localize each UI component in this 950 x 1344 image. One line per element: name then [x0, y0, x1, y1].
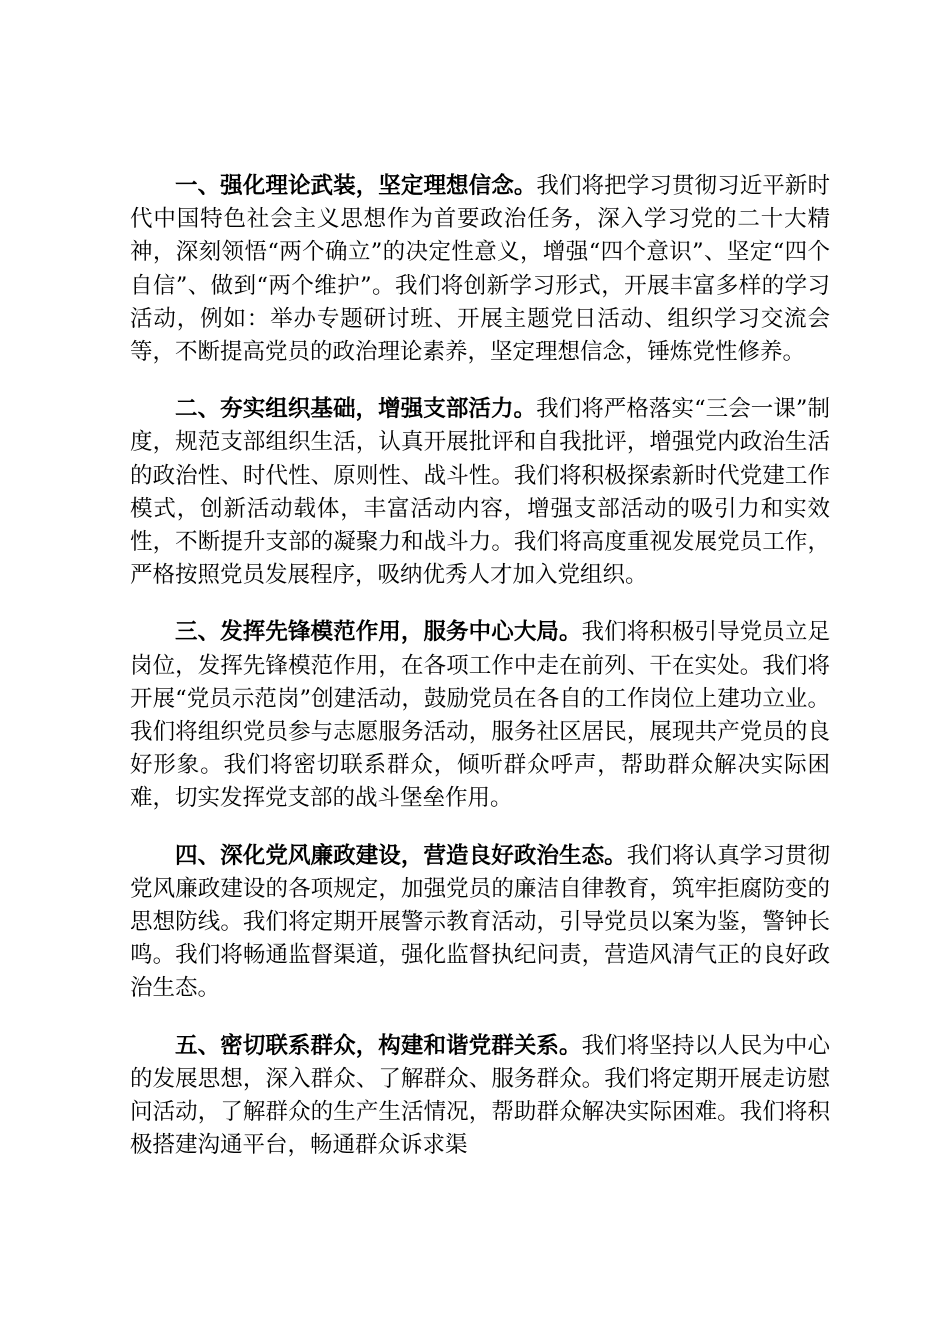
- paragraph-4-body: 我们将认真学习贯彻党风廉政建设的各项规定，加强党员的廉洁自律教育，筑牢拒腐防变的思想防线。我们将定期开展警示教育活动，引导党员以案为鉴，警钟长鸣。我们将畅通监督渠道，强化监督执纪问责，营造风清气正的良好政治生态。: [130, 842, 830, 1002]
- paragraph-5: [130, 1030, 830, 1163]
- paragraph-4-heading: 四、深化党风廉政建设，营造良好政治生态。: [175, 842, 627, 869]
- paragraph-5-heading: 五、密切联系群众，构建和谐党群关系。: [175, 1032, 582, 1059]
- paragraph-2-body: 我们将严格落实“三会一课”制度，规范支部组织生活，认真开展批评和自我批评，增强党内政治生活的政治性、时代性、原则性、战斗性。我们将积极探索新时代党建工作模式，创新活动载体，丰富活动内容，增强支部活动的吸引力和实效性，不断提升支部的凝聚力和战斗力。我们将高度重视发展党员工作，严格按照党员发展程序，吸纳优秀人才加入党组织。: [130, 396, 830, 589]
- paragraph-4: [130, 840, 830, 1006]
- paragraph-1-body: 我们将把学习贯彻习近平新时代中国特色社会主义思想作为首要政治任务，深入学习党的二十大精神，深刻领悟“两个确立”的决定性意义，增强“四个意识”、坚定“四个自信”、做到“两个维护”。我们将创新学习形式，开展丰富多样的学习活动，例如：举办专题研讨班、开展主题党日活动、组织学习交流会等，不断提高党员的政治理论素养，坚定理想信念，锤炼党性修养。: [130, 173, 830, 366]
- paragraph-3-heading: 三、发挥先锋模范作用，服务中心大局。: [175, 619, 582, 646]
- paragraph-2-heading: 二、夯实组织基础，增强支部活力。: [175, 396, 537, 423]
- paragraph-1-heading: 一、强化理论武装，坚定理想信念。: [175, 173, 537, 199]
- paragraph-3-body: 我们将积极引导党员立足岗位，发挥先锋模范作用，在各项工作中走在前列、干在实处。我们将开展“党员示范岗”创建活动，鼓励党员在各自的工作岗位上建功立业。我们将组织党员参与志愿服务活动，服务社区居民，展现共产党员的良好形象。我们将密切联系群众，倾听群众呼声，帮助群众解决实际困难，切实发挥党支部的战斗堡垒作用。: [130, 619, 830, 812]
- paragraph-1: [130, 170, 830, 369]
- paragraph-5-body: 我们将坚持以人民为中心的发展思想，深入群众、了解群众、服务群众。我们将定期开展走访慰问活动，了解群众的生产生活情况，帮助群众解决实际困难。我们将积极搭建沟通平台，畅通群众诉求渠: [130, 1032, 830, 1159]
- paragraph-3: [130, 616, 830, 815]
- document-page: [130, 170, 830, 1186]
- paragraph-2: [130, 393, 830, 592]
